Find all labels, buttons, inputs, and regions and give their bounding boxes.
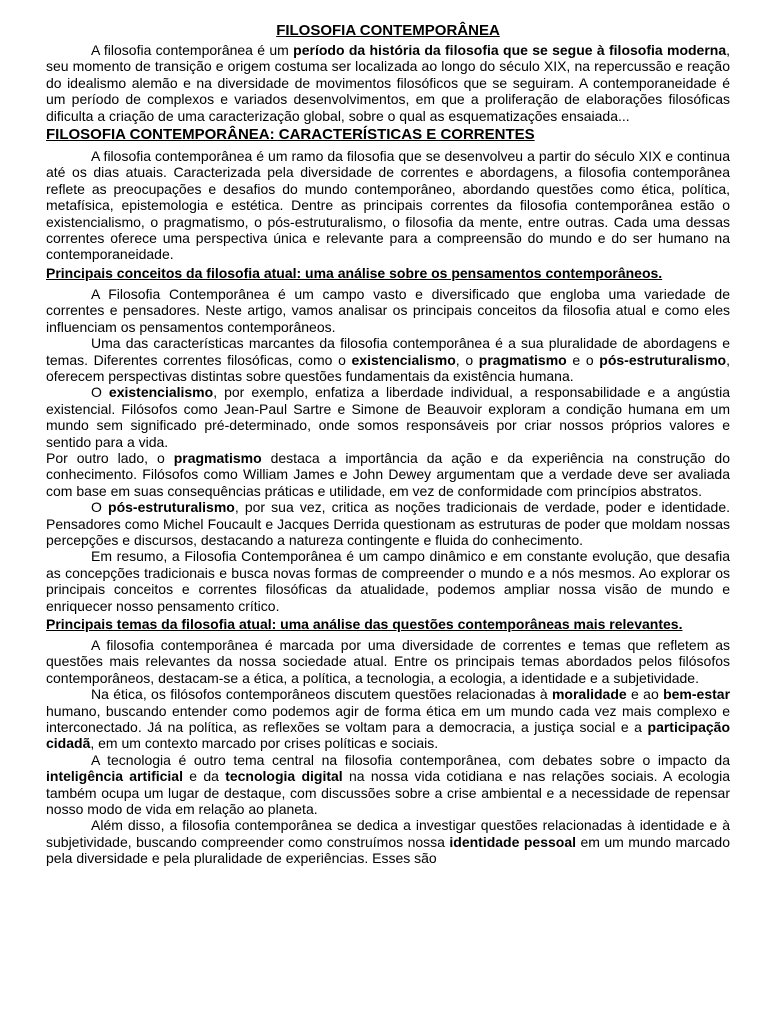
section-heading: Principais conceitos da filosofia atual: uma análise sobre os pensamentos contemporâneos. (46, 264, 663, 281)
paragraph: A filosofia contemporânea é um ramo da filosofia que se desenvolveu a partir do século XIX e continua até os dias atuais. Caracterizada pela diversidade de correntes e abordagens, a filosofia contemporânea reflete as preocupações e desafios do mundo contemporâneo, abordando questões como ética, política, metafísica, epistemologia e estética. Dentre as principais correntes da filosofia contemporânea estão o existencialismo, o pragmatismo, o pós-estruturalismo, o filosofia da mente, entre outras. Cada uma dessas correntes oferece uma perspectiva única e relevante para a compreensão do mundo e do ser humano na contemporaneidade. (46, 148, 730, 263)
paragraph: O existencialismo, por exemplo, enfatiza a liberdade individual, a responsabilidade e a angústia existencial. Filósofos como Jean-Paul Sartre e Simone de Beauvoir exploram a condição humana em um mundo sem significado pré-determinado, onde somos responsáveis por criar nossos próprios valores e sentido para a vida. (46, 384, 731, 450)
bold-term: existencialismo (351, 351, 456, 368)
section-heading: Principais temas da filosofia atual: uma análise das questões contemporâneas mais relevantes. (46, 616, 683, 632)
paragraph: O pós-estruturalismo, por sua vez, critica as noções tradicionais de verdade, poder e identidade. Pensadores como Michel Foucault e Jacques Derrida questionam as estruturas de poder que moldam nossas percepções e discursos, destacando a natureza contingente e fluida do conhecimento. (46, 499, 730, 548)
bold-term: existencialismo (108, 384, 214, 401)
bold-term: identidade pessoal (449, 833, 576, 850)
paragraph: A tecnologia é outro tema central na filosofia contemporânea, com debates sobre o impacto da inteligência artificial e da tecnologia digital na nossa vida cotidiana e nas relações sociais. A ecologia também ocupa um lugar de destaque, com discussões sobre a crise ambiental e a necessidade de repensar nosso modo de vida em relação ao planeta. (46, 751, 731, 818)
paragraph: Na ética, os filósofos contemporâneos discutem questões relacionadas à moralidade e ao bem-estar humano, buscando entender como podemos agir de forma ética em um mundo cada vez mais complexo e interconectado. Já na política, as reflexões se voltam para a democracia, a justiça social e a participação cidadã, em um contexto marcado por crises políticas e sociais. (46, 686, 731, 752)
document-body (46, 42, 730, 867)
bold-term: moralidade (551, 686, 627, 703)
paragraph: A filosofia contemporânea é marcada por uma diversidade de correntes e temas que refletem as questões mais relevantes da nossa sociedade atual. Entre os principais temas abordados pelos filósofos contemporâneos, destacam-se a ética, a política, a tecnologia, a ecologia, a identidade e a subjetividade. (46, 637, 730, 686)
bold-term: pós-estruturalismo (599, 351, 727, 368)
bold-term: tecnologia digital (225, 768, 343, 785)
bold-term: bem-estar (663, 686, 731, 703)
bold-term: período da história da filosofia que se segue à filosofia moderna (293, 42, 727, 58)
paragraph: A filosofia contemporânea é um período da história da filosofia que se segue à filosofia moderna, seu momento de transição e origem costuma ser localizada ao longo do século XIX, na repercussão e reação do idealismo alemão e na diversidade de movimentos filosóficos que se seguiram. A contemporaneidade é um período de complexos e variados desenvolvimentos, em que a proliferação de elaborações filosóficas dificulta a criação de uma caracterização global, sobre o qual as esquematizações ensaiada... (46, 42, 731, 124)
paragraph: Além disso, a filosofia contemporânea se dedica a investigar questões relacionadas à identidade e à subjetividade, buscando compreender como construímos nossa identidade pessoal em um mundo marcado pela diversidade e pela pluralidade de experiências. Esses são (46, 817, 730, 867)
bold-term: pragmatismo (478, 351, 567, 368)
document-title: FILOSOFIA CONTEMPORÂNEA (276, 22, 500, 39)
paragraph: Em resumo, a Filosofia Contemporânea é um campo dinâmico e em constante evolução, que desafia as concepções tradicionais e busca novas formas de compreender o mundo e a nós mesmos. Ao explorar os principais conceitos e correntes filosóficas da atualidade, podemos ampliar nossa visão de mundo e enriquecer nosso pensamento crítico. (46, 548, 730, 614)
bold-term: participação cidadã (46, 719, 730, 752)
paragraph: A Filosofia Contemporânea é um campo vasto e diversificado que engloba uma variedade de correntes e pensadores. Neste artigo, vamos analisar os principais conceitos da filosofia atual e como eles influenciam os pensamentos contemporâneos. (46, 285, 730, 335)
paragraph: Uma das características marcantes da filosofia contemporânea é a sua pluralidade de abordagens e temas. Diferentes correntes filosóficas, como o existencialismo, o pragmatismo e o pós-estruturalismo, oferecem perspectivas distintas sobre questões fundamentais da existência humana. (46, 335, 730, 384)
paragraph: Por outro lado, o pragmatismo destaca a importância da ação e da experiência na construção do conhecimento. Filósofos como William James e John Dewey argumentam que a verdade deve ser avaliada com base em suas consequências práticas e utilidade, em vez de conformidade com princípios abstratos. (46, 449, 730, 499)
section-heading: FILOSOFIA CONTEMPORÂNEA: CARACTERÍSTICAS E CORRENTES (46, 126, 535, 144)
bold-term: inteligência artificial (46, 768, 183, 785)
bold-term: pragmatismo (173, 449, 262, 466)
bold-term: pós-estruturalismo (108, 499, 235, 516)
